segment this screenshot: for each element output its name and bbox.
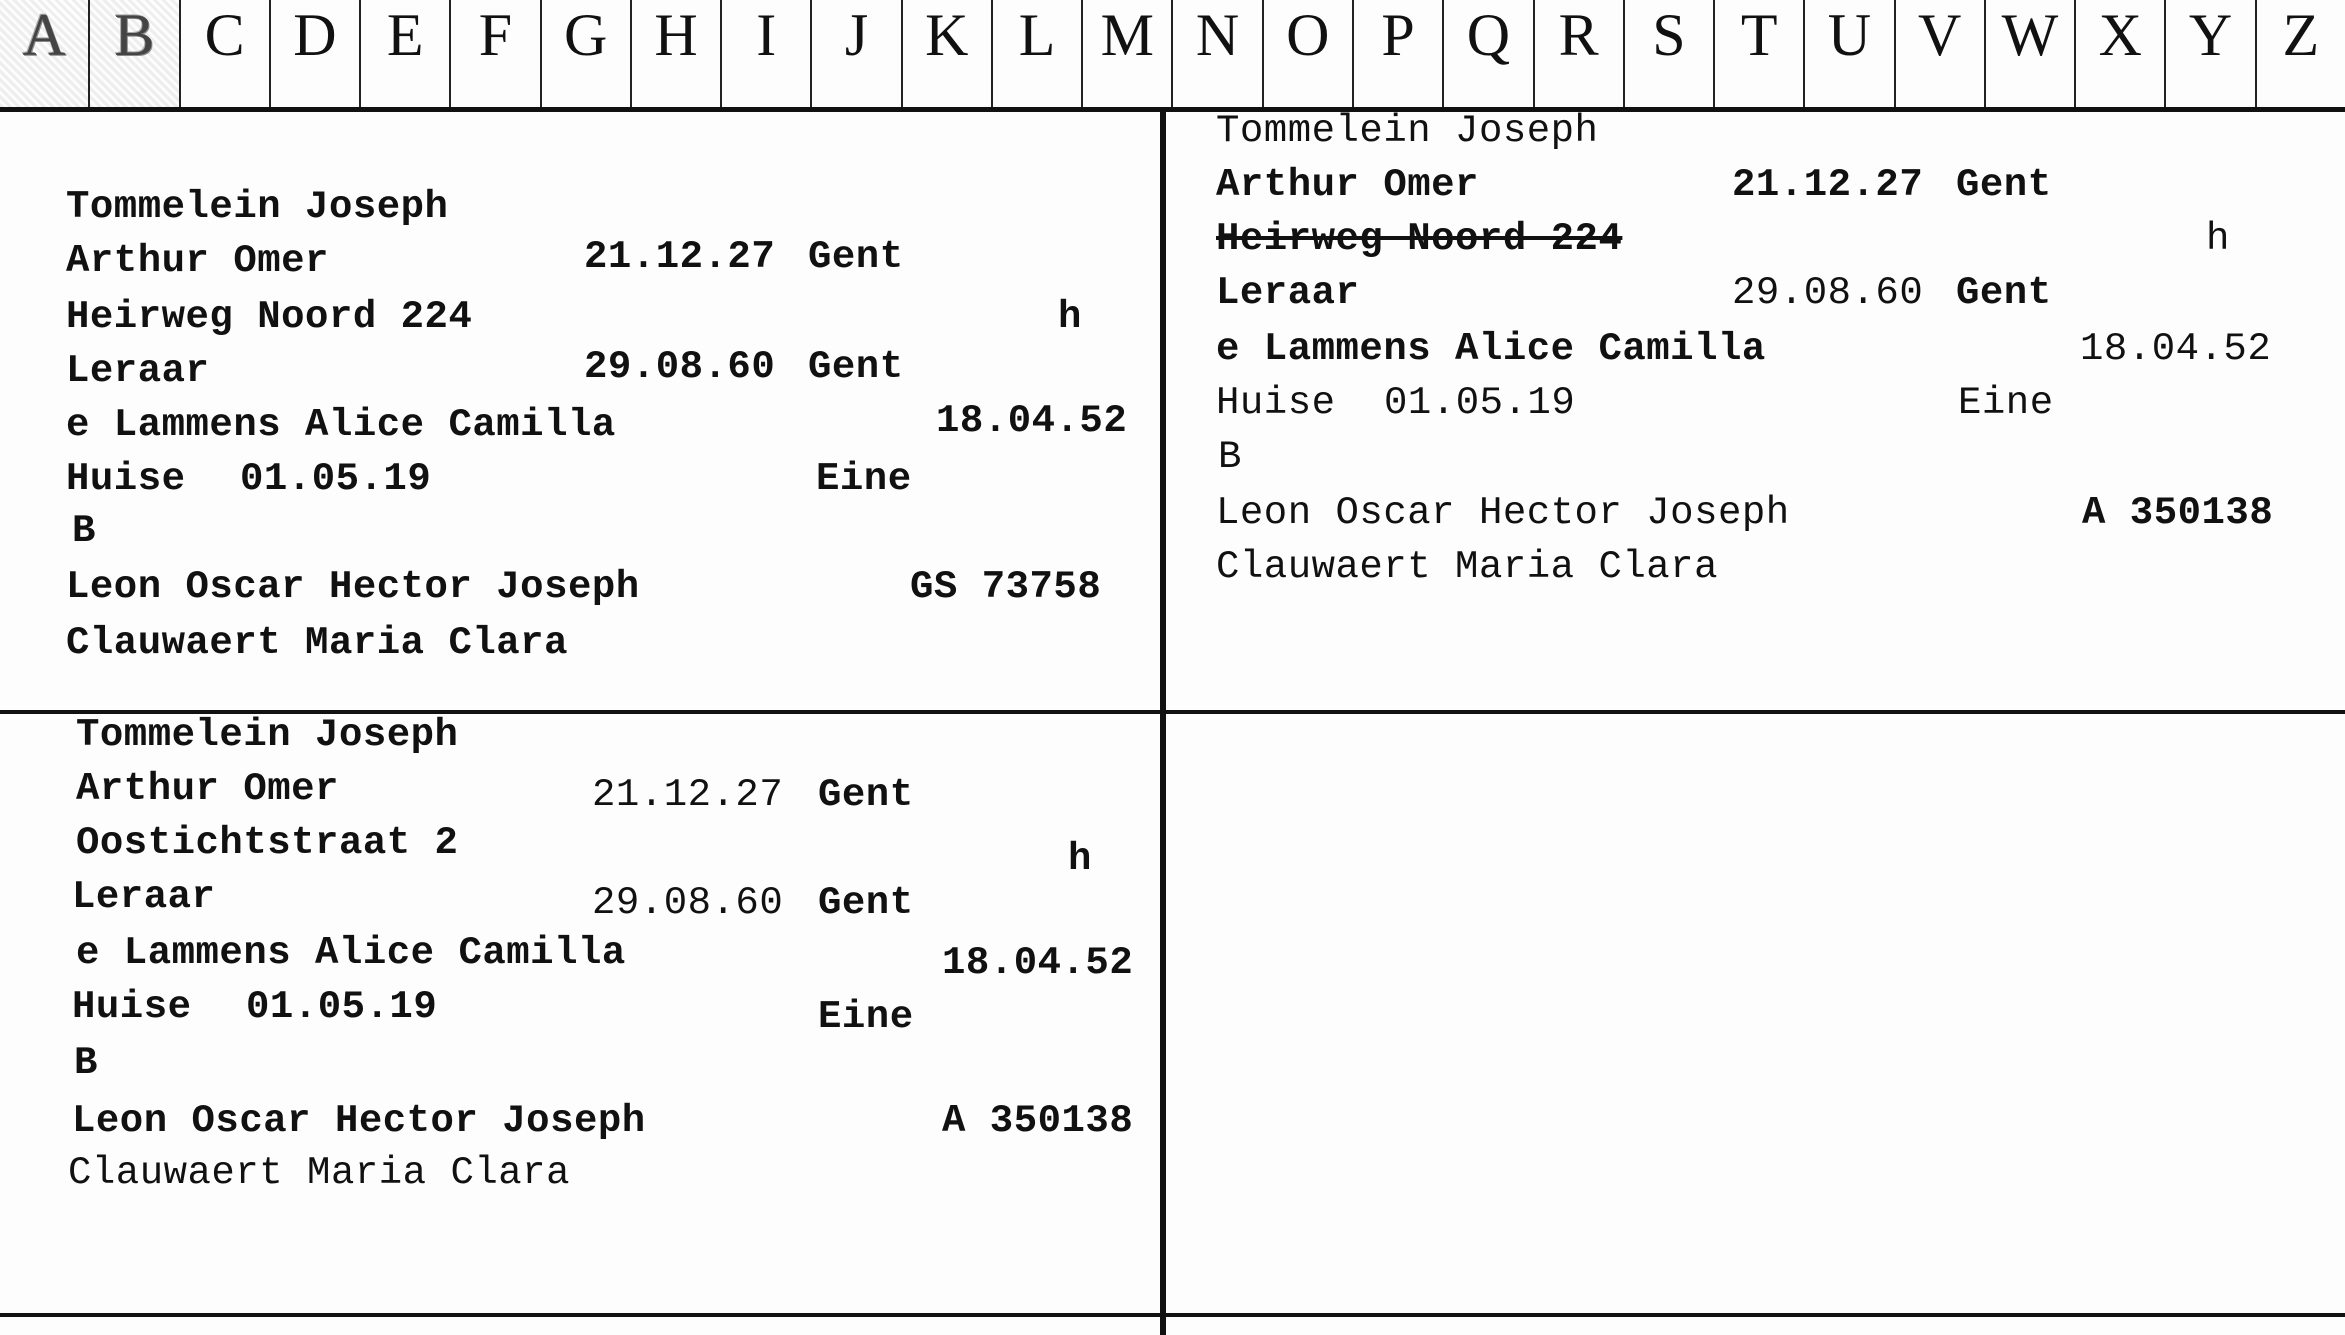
index-letter-c: C (181, 0, 271, 107)
card-marriage-town: Eine (816, 457, 912, 501)
index-letter-x: X (2076, 0, 2166, 107)
card-nationality: B (1218, 435, 1242, 479)
index-letter-j: J (812, 0, 902, 107)
index-letter-r: R (1535, 0, 1625, 107)
bottom-border (0, 1313, 2345, 1317)
index-letter-n: N (1173, 0, 1263, 107)
index-letter-w: W (1986, 0, 2076, 107)
card-reg-place: Gent (1956, 271, 2052, 315)
card-marriage-date: 01.05.19 (240, 457, 432, 501)
card-marriage-town: Eine (818, 995, 914, 1039)
index-letter-e: E (361, 0, 451, 107)
card-spouse: e Lammens Alice Camilla (66, 403, 616, 447)
index-letter-m: M (1083, 0, 1173, 107)
card-reg-date: 29.08.60 (1732, 271, 1924, 315)
index-letter-h: H (632, 0, 722, 107)
card-reg-date: 29.08.60 (584, 345, 776, 389)
card-name: Tommelein Joseph (76, 713, 459, 757)
card-occupation: Leraar (66, 349, 210, 393)
card-marriage-place: Huise (66, 457, 186, 501)
card-occupation: Leraar (72, 875, 216, 919)
index-letter-p: P (1354, 0, 1444, 107)
card-nationality: B (72, 509, 96, 553)
index-letter-o: O (1264, 0, 1354, 107)
card-father: Leon Oscar Hector Joseph (1216, 491, 1790, 535)
record-card-top-right (1166, 109, 2345, 710)
card-id-number: GS 73758 (910, 565, 1102, 609)
index-letter-v: V (1896, 0, 1986, 107)
card-marriage-place: Huise (1216, 381, 1336, 425)
index-letter-b: B (90, 0, 180, 107)
card-spouse-date: 18.04.52 (942, 941, 1134, 985)
card-reg-place: Gent (818, 881, 914, 925)
index-letter-d: D (271, 0, 361, 107)
card-id-number: A 350138 (942, 1099, 1134, 1143)
index-letter-f: F (451, 0, 541, 107)
card-nationality: B (74, 1041, 98, 1085)
index-letter-l: L (993, 0, 1083, 107)
card-father: Leon Oscar Hector Joseph (66, 565, 640, 609)
card-address-struck: Heirweg Noord 224 (1216, 217, 1623, 261)
card-name: Tommelein Joseph (1216, 109, 1599, 153)
card-birth-place: Gent (808, 235, 904, 279)
record-card-top-left (0, 112, 1160, 710)
card-gender: h (2206, 217, 2230, 261)
index-letter-z: Z (2282, 2, 2320, 68)
card-birth-date: 21.12.27 (584, 235, 776, 279)
card-address: Oostichtstraat 2 (76, 821, 459, 865)
card-marriage-date: 01.05.19 (246, 985, 438, 1029)
index-letter-a: A (0, 0, 90, 107)
card-address: Heirweg Noord 224 (66, 295, 473, 339)
index-letter-s: S (1625, 0, 1715, 107)
index-letter-u: U (1805, 0, 1895, 107)
index-letter-q: Q (1444, 0, 1534, 107)
card-marriage-place: Huise (72, 985, 192, 1029)
card-mother: Clauwaert Maria Clara (66, 621, 568, 665)
card-reg-date: 29.08.60 (592, 881, 784, 925)
card-given-names: Arthur Omer (76, 767, 339, 811)
index-letter-g: G (542, 0, 632, 107)
card-marriage-date: 01.05.19 (1384, 381, 1576, 425)
index-letter-i: I (722, 0, 812, 107)
record-card-bottom-left (0, 714, 1160, 1313)
card-gender: h (1058, 295, 1082, 339)
index-letter-y: Y (2166, 0, 2256, 107)
card-spouse: e Lammens Alice Camilla (76, 931, 626, 975)
card-spouse: e Lammens Alice Camilla (1216, 327, 1766, 371)
card-reg-place: Gent (808, 345, 904, 389)
card-birth-place: Gent (818, 773, 914, 817)
card-id-number: A 350138 (2082, 491, 2274, 535)
card-given-names: Arthur Omer (1216, 163, 1479, 207)
card-spouse-date: 18.04.52 (936, 399, 1128, 443)
card-occupation: Leraar (1216, 271, 1360, 315)
card-father: Leon Oscar Hector Joseph (72, 1099, 646, 1143)
card-mother: Clauwaert Maria Clara (68, 1151, 570, 1195)
alphabet-index-strip (0, 0, 2345, 112)
index-letter-t: T (1715, 0, 1805, 107)
card-birth-date: 21.12.27 (592, 773, 784, 817)
card-gender: h (1068, 837, 1092, 881)
card-marriage-town: Eine (1958, 381, 2054, 425)
card-name: Tommelein Joseph (66, 185, 449, 229)
card-birth-date: 21.12.27 (1732, 163, 1924, 207)
card-given-names: Arthur Omer (66, 239, 329, 283)
card-mother: Clauwaert Maria Clara (1216, 545, 1718, 589)
index-letter-k: K (903, 0, 993, 107)
card-spouse-date: 18.04.52 (2080, 327, 2272, 371)
record-card-bottom-right-empty (1166, 714, 2345, 1313)
card-birth-place: Gent (1956, 163, 2052, 207)
